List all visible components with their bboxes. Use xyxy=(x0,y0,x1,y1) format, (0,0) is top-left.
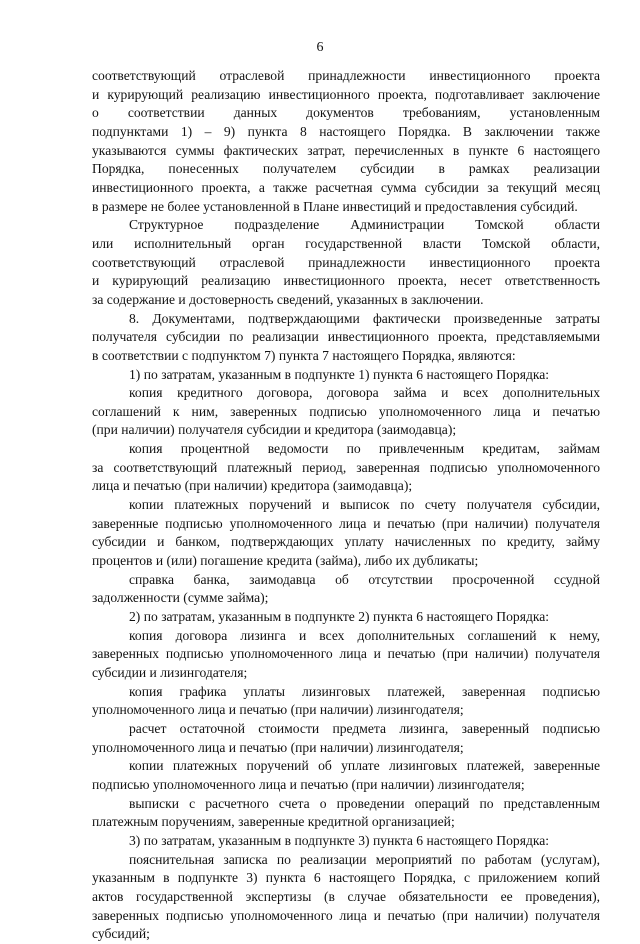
text-line: заверенных подписью уполномоченного лица и печатью (при наличии) получателя xyxy=(92,907,600,923)
document-body xyxy=(92,67,600,944)
text-line: копия договора лизинга и всех дополнительных соглашений к нему, xyxy=(129,627,600,643)
text-line: субсидий; xyxy=(92,926,150,942)
text-line: получателя субсидии по реализации инвестиционного проекта, представляемыми xyxy=(92,329,600,345)
text-line: Структурное подразделение Администрации Томской области xyxy=(129,217,600,233)
text-line: заверенных подписью уполномоченного лица и печатью (при наличии) получателя xyxy=(92,646,600,662)
text-line: актов государственной экспертизы (в случае обязательности ее проведения), xyxy=(92,888,600,904)
text-line: субсидии и банком, подтверждающих уплату начисленных по кредиту, займу xyxy=(92,534,600,550)
text-line: заверенные подписью уполномоченного лица и печатью (при наличии) получателя xyxy=(92,515,600,531)
text-line: за содержание и достоверность сведений, указанных в заключении. xyxy=(92,291,484,307)
text-line: в соответствии с подпунктом 7) пункта 7 настоящего Порядка, являются: xyxy=(92,347,516,363)
text-line: соответствующий отраслевой принадлежности инвестиционного проекта xyxy=(92,254,600,270)
text-line: указанным в подпункте 3) пункта 6 настоящего Порядка, с приложением копий xyxy=(92,870,600,886)
text-line: уполномоченного лица и печатью (при наличии) лизингодателя; xyxy=(92,739,464,755)
text-line: за соответствующий платежный период, заверенная подписью уполномоченного xyxy=(92,459,600,475)
page-number: 6 xyxy=(316,40,324,55)
text-line: в размере не более установленной в Плане инвестиций и предоставления субсидий. xyxy=(92,198,578,214)
text-line: процентов и (или) погашение кредита (займа), либо их дубликаты; xyxy=(92,553,479,569)
text-line: 8. Документами, подтверждающими фактически произведенные затраты xyxy=(129,310,600,326)
text-line: уполномоченного лица и печатью (при наличии) лизингодателя; xyxy=(92,702,464,718)
text-line: копия процентной ведомости по привлеченным кредитам, займам xyxy=(129,441,600,457)
text-line: копия графика уплаты лизинговых платежей, заверенная подписью xyxy=(129,683,600,699)
text-line: 2) по затратам, указанным в подпункте 2) пункта 6 настоящего Порядка: xyxy=(129,609,550,625)
text-line: Порядка, понесенных получателем субсидии в рамках реализации xyxy=(92,161,600,177)
text-line: 1) по затратам, указанным в подпункте 1) пункта 6 настоящего Порядка: xyxy=(129,366,550,382)
text-line: указываются суммы фактических затрат, перечисленных в пункте 6 настоящего xyxy=(92,142,600,158)
text-line: и курирующий реализацию инвестиционного проекта, несет ответственность xyxy=(92,273,600,289)
text-line: подпунктами 1) – 9) пункта 8 настоящего Порядка. В заключении также xyxy=(92,123,600,139)
text-line: задолженности (сумме займа); xyxy=(92,590,269,606)
text-line: субсидии и лизингодателя; xyxy=(92,665,248,680)
text-line: соответствующий отраслевой принадлежности инвестиционного проекта xyxy=(92,68,600,83)
text-line: копии платежных поручений об уплате лизинговых платежей, заверенные xyxy=(129,758,600,774)
text-line: лица и печатью (при наличии) кредитора (заимодавца); xyxy=(92,478,413,494)
text-line: о соответствии данных документов требованиям, установленным xyxy=(92,105,600,121)
text-line: подписью уполномоченного лица и печатью (при наличии) лизингодателя; xyxy=(92,776,525,792)
text-line: пояснительная записка по реализации мероприятий по работам (услугам), xyxy=(129,851,600,867)
text-line: или исполнительный орган государственной власти Томской области, xyxy=(92,235,600,251)
text-line: платежным поручениям, заверенные кредитной организацией; xyxy=(92,814,455,830)
text-line: и курирующий реализацию инвестиционного проекта, подготавливает заключение xyxy=(92,86,600,102)
text-line: справка банка, заимодавца об отсутствии просроченной ссудной xyxy=(129,571,600,587)
text-line: копии платежных поручений и выписок по счету получателя субсидии, xyxy=(129,497,600,513)
text-line: соглашений к ним, заверенных подписью уполномоченного лица и печатью xyxy=(92,403,600,419)
text-line: 3) по затратам, указанным в подпункте 3) пункта 6 настоящего Порядка: xyxy=(129,832,550,848)
text-line: выписки с расчетного счета о проведении операций по представленным xyxy=(129,795,600,811)
text-line: (при наличии) получателя субсидии и кредитора (заимодавца); xyxy=(92,422,457,438)
text-line: расчет остаточной стоимости предмета лизинга, заверенный подписью xyxy=(129,720,600,736)
text-line: копия кредитного договора, договора займа и всех дополнительных xyxy=(129,385,600,401)
text-line: инвестиционного проекта, а также расчетная сумма субсидии за текущий месяц xyxy=(92,179,600,195)
